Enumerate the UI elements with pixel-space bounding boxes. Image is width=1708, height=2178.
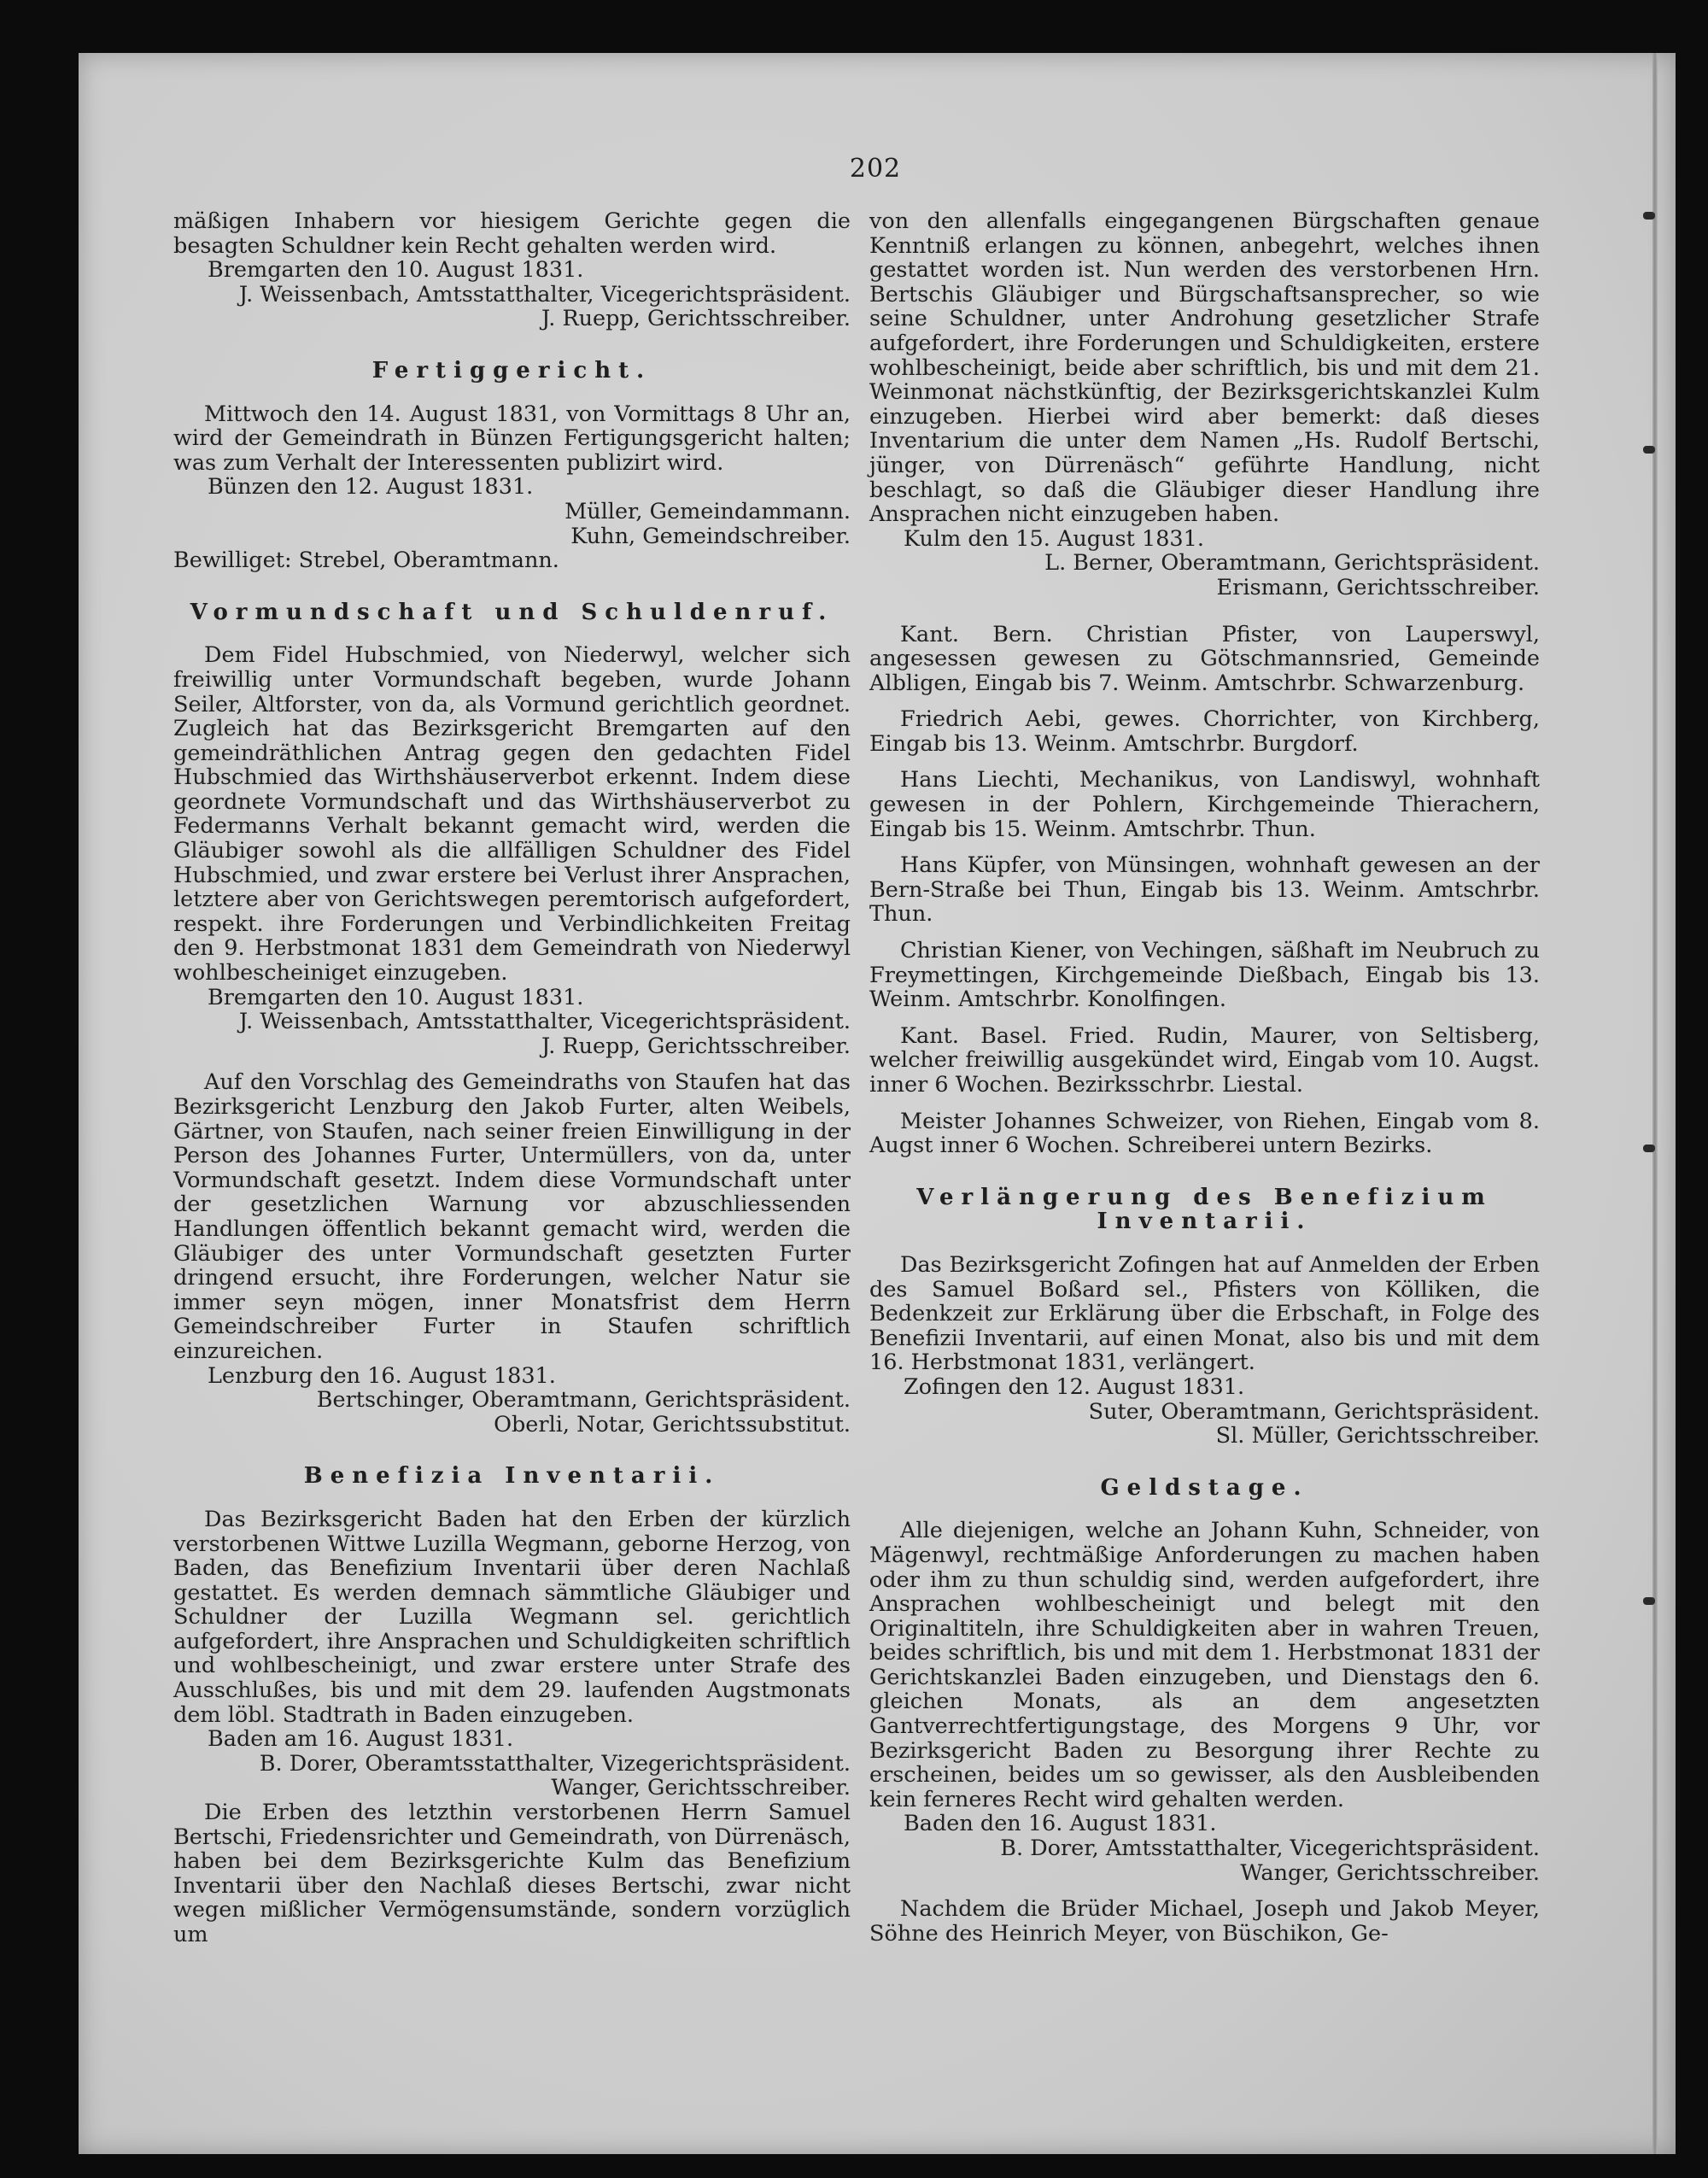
place-date: Baden am 16. August 1831. [208,1726,514,1753]
place-date: Lenzburg den 16. August 1831. [208,1362,556,1389]
binding-hole [1643,1145,1655,1152]
signature: Suter, Oberamtmann, Gerichtspräsident. [1088,1398,1540,1425]
signature: Bertschinger, Oberamtmann, Gerichtspräsident. [316,1387,851,1414]
notice-item: Christian Kiener, von Vechingen, säßhaft im Neubruch zu Freymettingen, Kirchgemeinde Dießbach, Eingab bis 13. Weinm. Amtschrbr. Konolfingen. [869,938,1540,1013]
section-heading: Vormundschaft und Schuldenruf. [190,599,834,625]
binding-hole [1643,1597,1655,1605]
signature: J. Weissenbach, Amtsstatthalter, Vicegerichtspräsident. [238,1009,851,1035]
place-date: Bünzen den 12. August 1831. [208,474,534,501]
left-column [173,209,851,1947]
body-text: von den allenfalls eingegangenen Bürgschaften genaue Kenntniß erlangen zu können, anbegehrt, welches ihnen gestattet worden ist. Nun werden des verstorbenen Hrn. Bertschis Gläubiger und Bürgschaftsansprecher, so wie seine Schuldner, unter Androhung gesetzlicher Strafe aufgefordert, ihre Forderungen und Schuldigkeiten, erstere wohlbescheinigt, beide aber schriftlich, bis und mit dem 21. Weinmonat nächstkünftig, der Bezirksgerichtskanzlei Kulm einzugeben. Hierbei wird aber bemerkt: daß dieses Inventarium die unter dem Namen „Hs. Rudolf Bertschi, jünger, von Dürrenäsch“ geführte Handlung, nicht beschlagt, so daß die Gläubiger dieser Handlung ihre Ansprachen nicht einzugeben haben. [869,208,1540,528]
signature: Wanger, Gerichtsschreiber. [1240,1859,1540,1886]
signature: Müller, Gemeindammann. [564,498,851,524]
body-text: Dem Fidel Hubschmied, von Niederwyl, welcher sich freiwillig unter Vormundschaft begeben, wurde Johann Seiler, Altforster, von da, als Vormund gerichtlich geordnet. Zugleich hat das Bezirksgericht Bremgarten auf den gemeindräthlichen Antrag gegen den gedachten Fidel Hubschmied das Wirthshäuserverbot erkennt. Indem diese geordnete Vormundschaft und das Wirthshäuserverbot zu Federmanns Verhalt bekannt gemacht wird, werden die Gläubiger sowohl als die allfälligen Schuldner des Fidel Hubschmied, und zwar erstere bei Verlust ihrer Ansprachen, letztere aber von Gerichtswegen peremtorisch aufgefordert, respekt. ihre Forderungen und Verbindlichkeiten Freitag den 9. Herbstmonat 1831 dem Gemeindrath von Niederwyl wohlbescheiniget einzugeben. [173,642,851,987]
signature: J. Weissenbach, Amtsstatthalter, Vicegerichtspräsident. [238,281,851,307]
notice-item: Friedrich Aebi, gewes. Chorrichter, von Kirchberg, Eingab bis 13. Weinm. Amtschrbr. Burgdorf. [869,706,1540,757]
body-text: Das Bezirksgericht Baden hat den Erben der kürzlich verstorbenen Wittwe Luzilla Wegmann, geborne Herzog, von Baden, das Benefizium Inventarii über deren Nachlaß gestattet. Es werden demnach sämmtliche Gläubiger und Schuldner der Luzilla Wegmann sel. gerichtlich aufgefordert, ihre Ansprachen und Schuldigkeiten schriftlich und wohlbescheinigt, und zwar erstere unter Strafe des Ausschlußes, bis und mit dem 29. laufenden Augstmonats dem löbl. Stadtrath in Baden einzugeben. [173,1506,851,1728]
notice-item: Hans Küpfer, von Münsingen, wohnhaft gewesen an der Bern-Straße bei Thun, Eingab bis 13. Weinm. Amtschrbr. Thun. [869,852,1540,928]
signature: L. Berner, Oberamtmann, Gerichtspräsident. [1044,550,1540,577]
body-text: Nachdem die Brüder Michael, Joseph und Jakob Meyer, Söhne des Heinrich Meyer, von Büschikon, Ge- [869,1896,1540,1947]
right-column [869,209,1540,1946]
notice-item: Meister Johannes Schweizer, von Riehen, Eingab vom 8. Augst inner 6 Wochen. Schreiberei untern Bezirks. [869,1108,1540,1159]
signature: Erismann, Gerichtsschreiber. [1216,574,1540,600]
place-date: Bremgarten den 10. August 1831. [208,984,584,1010]
place-date: Bremgarten den 10. August 1831. [208,257,584,284]
body-text: Die Erben des letzthin verstorbenen Herrn Samuel Bertschi, Friedensrichter und Gemeindrath, von Dürrenäsch, haben bei dem Bezirksgerichte Kulm das Benefizium Inventarii über den Nachlaß dieses Bertschi, zwar nicht wegen mißlicher Vermögensumstände, sondern vorzüglich um [173,1800,851,1947]
section-heading: Fertiggericht. [371,357,652,383]
section-heading: Geldstage. [1100,1474,1309,1501]
place-date: Zofingen den 12. August 1831. [904,1373,1245,1400]
signature: B. Dorer, Amtsstatthalter, Vicegerichtspräsident. [1000,1835,1540,1862]
binding-hole [1643,212,1655,220]
notice-item: Kant. Bern. Christian Pfister, von Lauperswyl, angesessen gewesen zu Götschmannsried, Gemeinde Albligen, Eingab bis 7. Weinm. Amtschrbr. Schwarzenburg. [869,621,1540,696]
body-text: mäßigen Inhabern vor hiesigem Gerichte gegen die besagten Schuldner kein Recht gehalten werden wird. [173,208,851,259]
notice-item: Kant. Basel. Fried. Rudin, Maurer, von Seltisberg, welcher freiwillig ausgekündet wird, Eingab vom 10. Augst. inner 6 Wochen. Bezirksschrbr. Liestal. [869,1022,1540,1098]
approval-line: Bewilliget: Strebel, Oberamtmann. [173,547,559,574]
signature: Oberli, Notar, Gerichtssubstitut. [494,1411,851,1437]
notice-item: Hans Liechti, Mechanikus, von Landiswyl, wohnhaft gewesen in der Pohlern, Kirchgemeinde Thierachern, Eingab bis 15. Weinm. Amtschrbr. Thun. [869,767,1540,842]
signature: J. Ruepp, Gerichtsschreiber. [541,1033,851,1059]
body-text: Mittwoch den 14. August 1831, von Vormittags 8 Uhr an, wird der Gemeindrath in Bünzen Fertigungsgericht halten; was zum Verhalt der Interessenten publizirt wird. [173,401,851,476]
signature: Wanger, Gerichtsschreiber. [551,1775,851,1801]
page-number: 202 [849,154,902,184]
place-date: Kulm den 15. August 1831. [904,525,1204,552]
section-heading: Benefizia Inventarii. [303,1463,721,1490]
signature: Kuhn, Gemeindschreiber. [570,523,851,549]
body-text: Das Bezirksgericht Zofingen hat auf Anmelden der Erben des Samuel Boßard sel., Pfisters von Kölliken, die Bedenkzeit zur Erklärung über die Erbschaft, in Folge des Benefizii Inventarii, auf einen Monat, also bis und mit dem 16. Herbstmonat 1831, verlängert. [869,1251,1540,1376]
body-text: Alle diejenigen, welche an Johann Kuhn, Schneider, von Mägenwyl, rechtmäßige Anforderungen zu machen haben oder ihm zu thun schuldig sind, werden aufgefordert, ihre Ansprachen wohlbescheinigt und belegt mit den Originaltiteln, ihre Schuldigkeiten aber in wahren Treuen, beides schriftlich, bis und mit dem 1. Herbstmonat 1831 der Gerichtskanzlei Baden einzugeben, und Dienstags den 6. gleichen Monats, als an dem angesetzten Gantverrechtfertigungstage, des Morgens 9 Uhr, vor Bezirksgericht Baden zu Besorgung ihrer Rechte zu erscheinen, beides um so gewisser, als den Ausbleibenden kein ferneres Recht wird gehalten werden. [869,1518,1540,1812]
body-text: Auf den Vorschlag des Gemeindraths von Staufen hat das Bezirksgericht Lenzburg den Jakob Furter, alten Weibels, Gärtner, von Staufen, nach seiner freien Einwilligung in der Person des Johannes Furter, Untermüllers, von da, unter Vormundschaft gesetzt. Indem diese Vormundschaft unter der gesetzlichen Warnung vor abzuschliessenden Handlungen öffentlich bekannt gemacht wird, werden die Gläubiger des unter Vormundschaft gesetzten Furter dringend ersucht, ihre Forderungen, welcher Natur sie immer seyn mögen, inner Monatsfrist dem Herrn Gemeindschreiber Furter in Staufen schriftlich einzureichen. [173,1069,851,1364]
signature: B. Dorer, Oberamtsstatthalter, Vizegerichtspräsident. [259,1750,851,1777]
page-fold [1652,53,1658,2154]
signature: Sl. Müller, Gerichtsschreiber. [1215,1423,1540,1449]
section-heading: Verlängerung des Benefizium Inventarii. [916,1184,1493,1235]
signature: J. Ruepp, Gerichtsschreiber. [541,306,851,332]
binding-hole [1643,446,1655,454]
place-date: Baden den 16. August 1831. [904,1811,1217,1837]
